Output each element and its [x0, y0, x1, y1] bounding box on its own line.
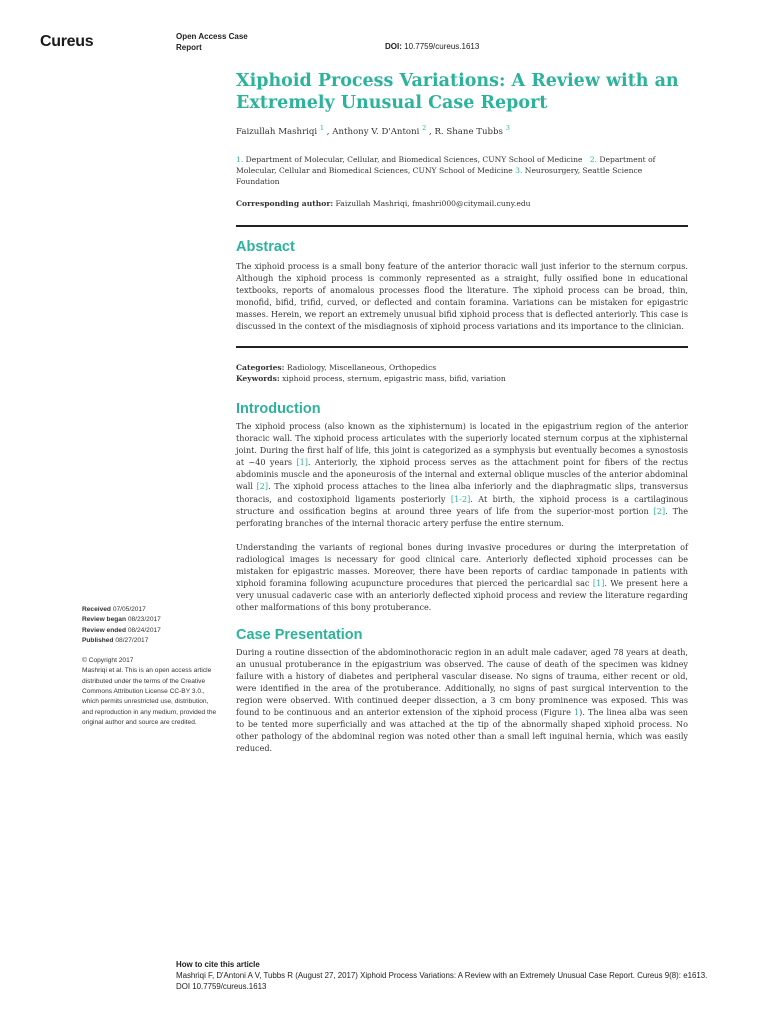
- affiliation-text: Neurosurgery, Seattle Science Foundation: [236, 166, 643, 187]
- paragraph-text-run: . At birth, the xiphoid process is a cartilaginous structure and ossification begins at around three years of life from the superior-most portion: [236, 493, 689, 516]
- review-began-label: Review began: [82, 616, 126, 624]
- reference-link[interactable]: [1-2]: [450, 493, 471, 504]
- keywords-line: [236, 374, 688, 385]
- review-began-date: [82, 615, 217, 625]
- affiliation-number: 1.: [236, 154, 244, 164]
- case-presentation-heading: Case Presentation: [236, 626, 363, 643]
- author-separator: ,: [428, 126, 435, 137]
- article-title: [236, 70, 688, 114]
- published-value: 08/27/2017: [115, 636, 149, 644]
- journal-logo[interactable]: Cureus: [40, 33, 94, 50]
- affiliation-list: [236, 154, 688, 188]
- author-affiliation-marker: 3: [505, 124, 510, 132]
- case-presentation-paragraph: [236, 646, 688, 754]
- reference-link[interactable]: [2]: [653, 505, 666, 516]
- author-list: [236, 124, 688, 137]
- corresponding-author-value[interactable]: Faizullah Mashriqi, fmashri000@citymail.cuny.edu: [335, 198, 531, 208]
- section-divider: [236, 225, 688, 227]
- author-name[interactable]: Faizullah Mashriqi: [236, 126, 318, 137]
- doi-value[interactable]: 10.7759/cureus.1613: [404, 42, 480, 51]
- introduction-paragraph-1: [236, 420, 688, 528]
- affiliation-text: Department of Molecular, Cellular, and Biomedical Sciences, CUNY School of Medicine: [245, 154, 583, 164]
- abstract-heading: Abstract: [236, 238, 295, 255]
- paragraph-text-run: . The perforating branches of the internal thoracic artery perfuse the entire sternum.: [236, 505, 688, 528]
- article-main-column: [236, 70, 688, 754]
- corresponding-author-label: Corresponding author:: [236, 198, 334, 208]
- paragraph-text-run: . The xiphoid process attaches to the linea alba inferiorly and the diaphragmatic slips, transversus thoracis, and costoxiphoid ligaments posteriorly: [236, 481, 688, 504]
- article-type-line1: Open Access Case: [176, 32, 248, 41]
- section-divider: [236, 346, 688, 348]
- corresponding-author: [236, 199, 688, 208]
- citation-text: Mashriqi F, D'Antoni A V, Tubbs R (August 27, 2017) Xiphoid Process Variations: A Review with an Extremely Unusual Case Report. Cureus 9(8): e1613. DOI 10.7759/cureus.1613: [176, 971, 708, 991]
- received-value: 07/05/2017: [112, 606, 146, 613]
- categories-value: Radiology, Miscellaneous, Orthopedics: [286, 363, 437, 373]
- header-doi: [385, 42, 479, 51]
- reference-link[interactable]: 1: [574, 707, 580, 718]
- reference-link[interactable]: [1]: [296, 457, 308, 468]
- received-date: [82, 605, 217, 615]
- article-type-label: [176, 31, 296, 53]
- author-separator: ,: [326, 126, 333, 137]
- review-began-value: 08/23/2017: [127, 616, 161, 624]
- categories-label: Categories:: [236, 363, 285, 373]
- author-name[interactable]: Anthony V. D'Antoni: [332, 126, 420, 137]
- affiliation-text: Department of Molecular, Cellular and Biomedical Sciences, CUNY School of Medicine: [236, 154, 656, 176]
- title-line-2: Extremely Unusual Case Report: [236, 93, 548, 113]
- paragraph-text-run: The xiphoid process (also known as the xiphisternum) is located in the epigastrium region of the anterior thoracic wall. The xiphoid process articulates with the superiorly located sternum corpus at the xiphisternal joint. During the first half of life, this joint is categorized as a symphysis but eventually becomes a synostosis at ~40 years: [236, 421, 688, 468]
- copyright-notice: © Copyright 2017: [82, 657, 134, 665]
- paragraph-text-run: . We present here a very unusual cadaveric case with an anteriorly deflected xiphoid process and review the literature regarding other malformations of this bony protuberance.: [236, 577, 688, 612]
- paragraph-text-run: . Anteriorly, the xiphoid process serves as the attachment point for fibers of the rectus abdominis muscle and the aponeurosis of the internal and external oblique muscles of the anterior abdominal wall: [236, 457, 688, 492]
- paragraph-text-run: Understanding the variants of regional bones during invasive procedures or during the interpretation of radiological images is necessary for good clinical care. Anteriorly deflected xiphoid processes can be mistaken for epigastric masses. Moreover, there have been reports of cardiac tamponade in patients with xiphoid foramina following acupuncture procedures that pierced the pericardial sac: [236, 541, 688, 588]
- published-date: [82, 636, 217, 646]
- received-label: Received: [82, 606, 111, 613]
- how-to-cite: [176, 959, 716, 992]
- affiliation-number: 2.: [589, 154, 597, 164]
- review-ended-label: Review ended: [82, 626, 126, 634]
- affiliation-number: 3.: [515, 166, 523, 176]
- paragraph-text-run: During a routine dissection of the abdominothoracic region in an adult male cadaver, aged 78 years at death, an unusual protuberance in the epigastrium was observed. The cause of death of the specimen was kidney failure with a history of diabetes and peripheral vascular disease. No signs of trauma, either recent or old, were identified in the area of the protuberance. Additionally, no signs of past surgical intervention to the region were observed. With continued deeper dissection, a 3 cm bony prominence was exposed. This was found to be continuous and an anterior extension of the xiphoid process (Figure: [236, 646, 688, 718]
- doi-label: DOI:: [385, 42, 402, 51]
- introduction-paragraph-2: [236, 541, 688, 613]
- paragraph-text-run: ). The linea alba was seen to be tented more superficially and was attached at the tip of the abnormally shaped xiphoid process. No other pathology of the abdominal region was noted other than a small left inguinal hernia, which was easily reduced.: [236, 707, 688, 754]
- review-ended-value: 08/24/2017: [127, 626, 161, 634]
- title-line-1: Xiphoid Process Variations: A Review with an: [236, 71, 679, 91]
- keywords-value: xiphoid process, sternum, epigastric mass, bifid, variation: [282, 373, 506, 383]
- how-to-cite-heading: How to cite this article: [176, 960, 260, 969]
- author-name[interactable]: R. Shane Tubbs: [434, 126, 503, 137]
- keywords-label: Keywords:: [236, 373, 280, 383]
- author-affiliation-marker: 1: [319, 124, 325, 132]
- author-affiliation-marker: 2: [422, 124, 427, 132]
- reference-link[interactable]: [1]: [592, 577, 605, 588]
- introduction-heading: Introduction: [236, 401, 321, 418]
- license-text: Mashriqi et al. This is an open access article distributed under the terms of the Creative Commons Attribution License CC-BY 3.0., which permits unrestricted use, distribution, and reproduction in any medium, provided the original author and source are credited.: [82, 667, 217, 726]
- published-label: Published: [82, 636, 114, 644]
- abstract-text: The xiphoid process is a small bony feature of the anterior thoracic wall just inferior to the sternum corpus. Although the xiphoid process is commonly represented as a straight, fully ossified bone in educational textbooks, reports of anomalous processes flood the literature. The xiphoid process can be broad, thin, monofid, bifid, trifid, curved, or deflected and contain foramina. Variations can be mistaken for epigastric masses. Herein, we report an extremely unusual bifid xiphoid process that is deflected anteriorly. This case is discussed in the context of the misdiagnosis of xiphoid process variations and its importance to the clinician.: [236, 260, 688, 331]
- reference-link[interactable]: [2]: [256, 481, 269, 492]
- categories-line: [236, 363, 688, 374]
- review-ended-date: [82, 626, 217, 636]
- article-dates-sidebar: [82, 605, 217, 728]
- article-type-line2: Report: [176, 43, 202, 52]
